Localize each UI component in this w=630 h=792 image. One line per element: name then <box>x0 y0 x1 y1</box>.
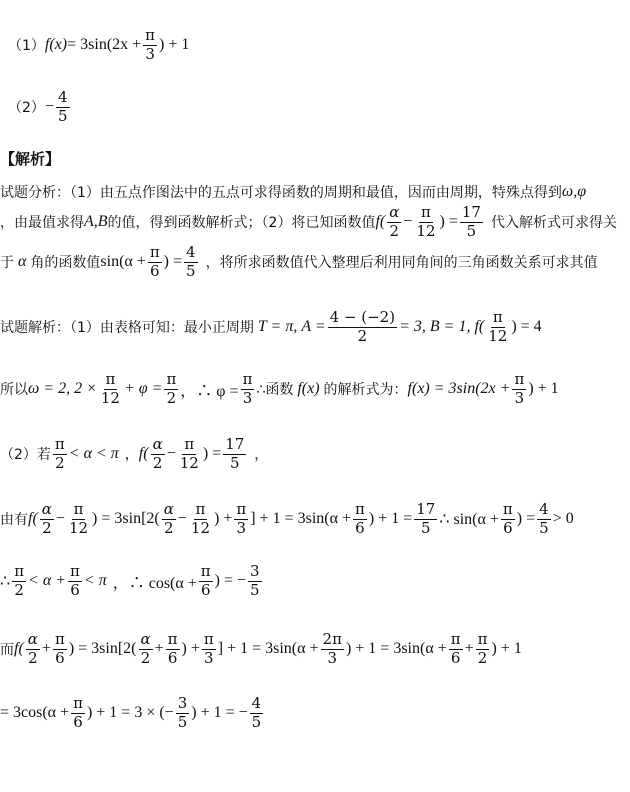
fraction: $\frac{\pi}{2}$ <box>14 562 25 599</box>
solution-line-3: （2）若 $\frac{\pi}{2}$ < α < π ， f( $\frac{\alpha}{2}$ − $\frac{\pi}{12}$ ) = $\frac{17}{5}$ ， <box>0 435 269 472</box>
fraction: $\frac{\pi}{6}$ <box>73 694 83 731</box>
fraction: $\frac{\alpha}{2}$ <box>389 203 400 240</box>
fraction: $\frac{\alpha}{2}$ <box>27 630 38 667</box>
fraction: $\frac{\pi}{2}$ <box>477 630 488 667</box>
fraction: $\frac{4 - (-2)}{2}$ <box>329 308 396 345</box>
answer-2 <box>8 90 72 125</box>
fraction: $\frac{3}{5}$ <box>250 562 260 599</box>
fraction: $\frac{4}{5}$ <box>186 243 196 280</box>
fraction: $\frac{\pi}{6}$ <box>355 500 365 537</box>
fraction: $\frac{3}{5}$ <box>177 694 188 731</box>
analysis-heading: 【解析】 <box>0 150 61 168</box>
fraction: $\frac{\pi}{6}$ <box>502 500 513 537</box>
omega-phi: ω,φ <box>561 183 587 200</box>
fraction: $\frac{\pi}{3}$ <box>145 26 156 63</box>
answer-1-lhs: f(x) <box>44 36 68 54</box>
fraction: $\frac{\pi}{6}$ <box>200 562 211 599</box>
fraction: $\frac{\alpha}{2}$ <box>163 500 174 537</box>
fraction: $\frac{\pi}{12}$ <box>179 435 199 472</box>
fraction: $\frac{4}{5}$ <box>539 500 549 537</box>
solution-line-6: 而 f( $\frac{\alpha}{2}$ + $\frac{\pi}{6}$ ) = 3sin[2( $\frac{\alpha}{2}$ + $\frac{\pi}{6}$ ) + $\frac{\pi}{3}$ ] + 1 = 3sin(α + $\frac{2\pi}{3}$ ) + 1 = 3sin(α + $\frac{\pi}{6}$ + $\frac{\pi}{2}$ ) + 1 <box>0 630 522 667</box>
fraction: $\frac{\alpha}{2}$ <box>140 630 151 667</box>
answer-1-number: （1） <box>8 38 45 55</box>
solution-line-2: 所以 ω = 2, 2 × $\frac{\pi}{12}$ + φ = $\frac{\pi}{2}$ ，∴ φ = $\frac{\pi}{3}$ ∴函数 f(x) 的解析式为： f(x) = 3sin(2x + $\frac{\pi}{3}$ ) + 1 <box>0 370 559 407</box>
fraction: $\frac{\pi}{6}$ <box>167 630 178 667</box>
analysis-line-2: ，由最值求得 A,B 的值，得到函数解析式；（2）将已知函数值 f( $\frac{\alpha}{2}$ − $\frac{\pi}{12}$ ) = $\frac{17}{5}$ 代入解析式可求得关 <box>0 203 617 240</box>
fraction: $\frac{17}{5}$ <box>416 500 436 537</box>
fraction: $\frac{\pi}{2}$ <box>166 370 177 407</box>
analysis-line-1: 试题分析：（1）由五点作图法中的五点可求得函数的周期和最值，因而由周期，特殊点得到 ω,φ <box>0 183 587 201</box>
fraction: $\frac{\pi}{6}$ <box>450 630 461 667</box>
fraction: $\frac{\pi}{12}$ <box>100 370 120 407</box>
fraction: $\frac{\pi}{6}$ <box>54 630 65 667</box>
answer-1-eq: = 3sin(2x + <box>67 36 142 54</box>
answer-1 <box>8 28 189 63</box>
fraction: $\frac{\pi}{3}$ <box>242 370 253 407</box>
answer-1-tail: ) + 1 <box>159 36 190 54</box>
fraction: $\frac{\alpha}{2}$ <box>152 435 163 472</box>
fraction: $\frac{17}{5}$ <box>225 435 245 472</box>
fraction: $\frac{17}{5}$ <box>461 203 481 240</box>
fraction: $\frac{4}{5}$ <box>57 88 68 125</box>
solution-line-5: ∴ $\frac{\pi}{2}$ < α + $\frac{\pi}{6}$ < π ，∴ cos(α + $\frac{\pi}{6}$ ) = − $\frac{3}{5}$ <box>0 562 260 599</box>
fraction: $\frac{\pi}{12}$ <box>190 500 210 537</box>
fraction: $\frac{\pi}{6}$ <box>70 562 80 599</box>
fraction: $\frac{4}{5}$ <box>251 694 262 731</box>
fraction: $\frac{\pi}{12}$ <box>68 500 89 537</box>
solution-line-1: 试题解析：（1）由表格可知：最小正周期 T = π, A = $\frac{4 - (-2)}{2}$ = 3, B = 1, f( $\frac{\pi}{12}$ ) = 4 <box>0 308 542 345</box>
solution-line-7: = 3cos(α + $\frac{\pi}{6}$ ) + 1 = 3 × (− $\frac{3}{5}$ ) + 1 = − $\frac{4}{5}$ <box>0 694 262 731</box>
fraction: $\frac{\pi}{6}$ <box>149 243 160 280</box>
fraction: $\frac{\pi}{3}$ <box>236 500 247 537</box>
solution-line-4: 由有 f( $\frac{\alpha}{2}$ − $\frac{\pi}{12}$ ) = 3sin[2( $\frac{\alpha}{2}$ − $\frac{\pi}{12}$ ) + $\frac{\pi}{3}$ ] + 1 = 3sin(α + $\frac{\pi}{6}$ ) + 1 = $\frac{17}{5}$ ∴ sin(α + $\frac{\pi}{6}$ ) = $\frac{4}{5}$ > 0 <box>0 500 574 537</box>
fraction: $\frac{\pi}{3}$ <box>203 630 214 667</box>
analysis-line-3: 于 α 角的函数值 sin(α + $\frac{\pi}{6}$ ) = $\frac{4}{5}$ ，将所求函数值代入整理后利用同角间的三角函数关系可求其值 <box>0 243 598 280</box>
fraction: $\frac{2\pi}{3}$ <box>322 630 342 667</box>
fraction: $\frac{\pi}{12}$ <box>488 308 508 345</box>
fraction: $\frac{\pi}{3}$ <box>514 370 525 407</box>
answer-2-minus: − <box>44 98 54 116</box>
fraction: $\frac{\pi}{12}$ <box>416 203 436 240</box>
fraction: $\frac{\pi}{2}$ <box>54 435 65 472</box>
answer-2-number: （2） <box>8 100 45 117</box>
fraction: $\frac{\alpha}{2}$ <box>41 500 52 537</box>
